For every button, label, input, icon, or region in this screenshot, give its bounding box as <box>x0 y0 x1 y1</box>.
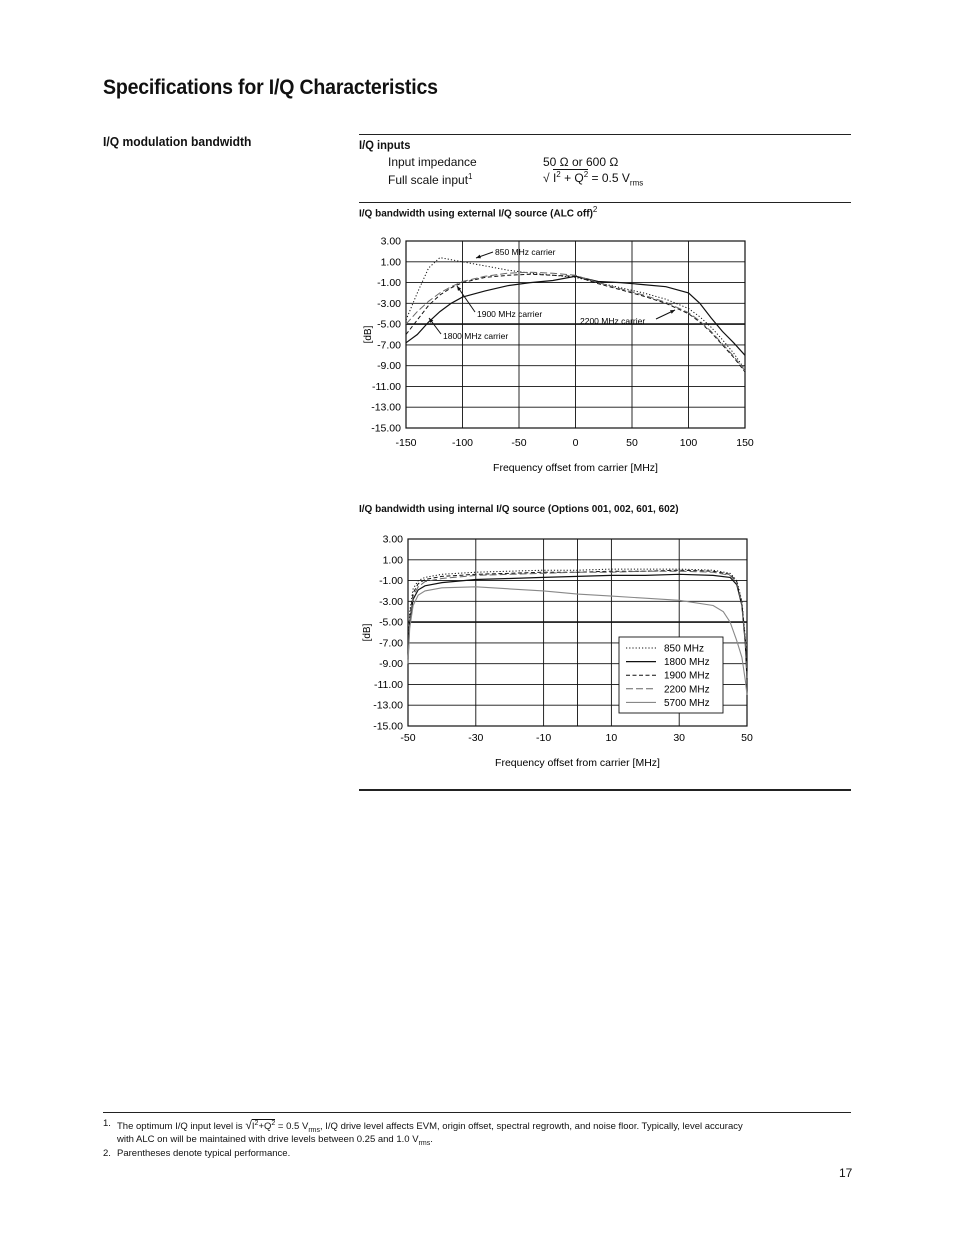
annotation-label: 1800 MHz carrier <box>443 331 509 341</box>
annotation-label: 850 MHz carrier <box>495 247 556 257</box>
x-tick-label: 150 <box>736 437 754 449</box>
y-tick-label: -13.00 <box>371 401 401 414</box>
x-axis-label: Frequency offset from carrier [MHz] <box>493 462 658 474</box>
full-scale-input-value: √ $I^2 + Q^2 = 0.5$ $V_{rms}$ <box>543 170 644 188</box>
x-tick-label: -100 <box>451 437 474 449</box>
x-tick-label: 50 <box>626 437 638 449</box>
inputs-rule <box>359 202 851 203</box>
footnote-1-number: 1. <box>103 1118 111 1129</box>
legend-label: 5700 MHz <box>664 697 710 709</box>
external-iq-bandwidth-chart <box>359 228 779 480</box>
page-title: Specifications for I/Q Characteristics <box>103 76 438 99</box>
internal-iq-bandwidth-chart <box>359 527 779 777</box>
y-tick-label: -9.00 <box>379 658 403 671</box>
page-number: 17 <box>839 1166 853 1180</box>
legend-label: 1800 MHz <box>664 657 710 669</box>
footnote-rule <box>103 1112 851 1113</box>
section-heading: I/Q modulation bandwidth <box>103 134 252 149</box>
y-axis-label: [dB] <box>362 623 373 642</box>
x-tick-label: 30 <box>673 732 686 744</box>
y-tick-label: -7.00 <box>377 339 401 352</box>
y-tick-label: -7.00 <box>379 637 403 650</box>
y-tick-label: -9.00 <box>377 360 401 373</box>
input-impedance-value: 50 Ω or 600 Ω <box>543 155 619 169</box>
y-tick-label: -3.00 <box>379 595 403 608</box>
y-tick-label: -3.00 <box>377 297 401 310</box>
footnote-1-line2: with ALC on will be maintained with drive levels between 0.25 and 1.0 $V_{rms}$. <box>117 1134 433 1147</box>
chart2-title: I/Q bandwidth using internal I/Q source (Options 001, 002, 601, 602) <box>359 504 679 515</box>
x-tick-label: 100 <box>679 437 698 449</box>
x-tick-label: -50 <box>400 732 416 744</box>
chart1-title: I/Q bandwidth using external I/Q source (ALC off)$^2$ <box>359 205 598 220</box>
y-tick-label: -15.00 <box>373 720 403 733</box>
x-tick-label: -50 <box>511 437 527 449</box>
x-axis-label: Frequency offset from carrier [MHz] <box>495 757 660 769</box>
footnote-2-text: Parentheses denote typical performance. <box>117 1148 291 1159</box>
y-axis-label: [dB] <box>363 325 374 344</box>
x-tick-label: 10 <box>605 732 618 744</box>
y-tick-label: -11.00 <box>374 678 403 691</box>
footnote-2-number: 2. <box>103 1148 111 1159</box>
y-tick-label: 3.00 <box>382 533 403 546</box>
x-tick-label: -30 <box>468 732 484 744</box>
input-impedance-label: Input impedance <box>388 155 477 169</box>
content-end-rule <box>359 789 851 791</box>
y-tick-label: -15.00 <box>371 422 401 435</box>
y-tick-label: -5.00 <box>377 318 401 331</box>
legend-label: 1900 MHz <box>664 670 710 682</box>
y-tick-label: 3.00 <box>380 235 401 248</box>
x-tick-label: -150 <box>395 437 417 449</box>
y-tick-label: -11.00 <box>372 380 401 393</box>
y-tick-label: -13.00 <box>373 699 403 712</box>
x-tick-label: 0 <box>572 437 579 449</box>
y-tick-label: -5.00 <box>379 616 403 629</box>
y-tick-label: -1.00 <box>377 277 401 290</box>
annotation-label: 2200 MHz carrier <box>580 316 646 326</box>
legend-label: 2200 MHz <box>664 684 710 696</box>
top-rule <box>359 134 851 135</box>
legend-label: 850 MHz <box>664 643 705 655</box>
annotation-label: 1900 MHz carrier <box>477 309 543 319</box>
x-tick-label: -10 <box>536 732 552 744</box>
x-tick-label: 50 <box>741 732 753 744</box>
y-tick-label: 1.00 <box>380 256 401 269</box>
footnote-1-line1: The optimum I/Q input level is $√I^2+Q^2 = 0.5$ $V_{rms}$, I/Q drive level affects EVM, origin offset, spectral regrowth, and noise floor. Typically, level accuracy <box>117 1118 743 1134</box>
iq-inputs-heading: I/Q inputs <box>359 138 411 152</box>
y-tick-label: -1.00 <box>379 575 403 588</box>
y-tick-label: 1.00 <box>382 554 403 567</box>
full-scale-input-label: Full scale input$^1$ <box>388 172 473 187</box>
footnote-ref-1: 1 <box>468 172 473 181</box>
